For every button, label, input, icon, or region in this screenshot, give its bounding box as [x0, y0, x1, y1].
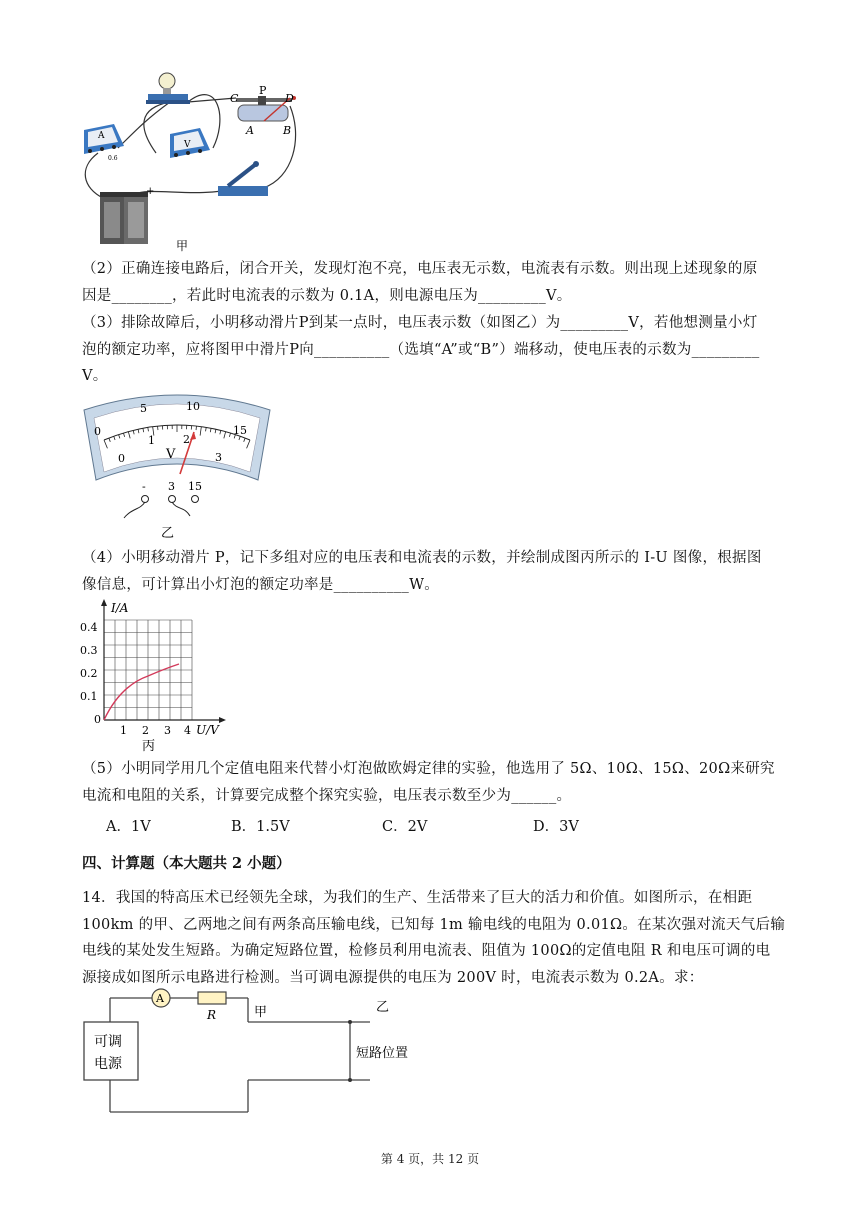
- dial-unit: V: [166, 447, 176, 462]
- option-d: D．3V: [533, 819, 579, 835]
- location-jia-label: 甲: [254, 1005, 268, 1020]
- battery-icon: [100, 192, 148, 244]
- bulb-icon: [146, 73, 190, 104]
- figure-bing-iu-graph: [76, 596, 236, 756]
- page-footer: 第 4 页，共 12 页: [380, 1152, 480, 1166]
- question-4-line-1: （4）小明移动滑片 P，记下多组对应的电压表和电流表的示数，并绘制成图丙所示的 I-U 图像，根据图: [82, 550, 762, 566]
- y-tick-0-4: 0.4: [80, 621, 98, 634]
- dial-top-10: 10: [186, 400, 200, 413]
- question-3-line-2: 泡的额定功率，应将图甲中滑片P向__________（选填“A”或“B”）端移动，使电压表的示数为_________: [82, 341, 760, 358]
- question-4-line-2: 像信息，可计算出小灯泡的额定功率是__________W。: [82, 576, 440, 593]
- dial-bottom-2: 2: [183, 433, 190, 446]
- ammeter-scale: 0.6: [108, 155, 118, 162]
- y-tick-0-2: 0.2: [80, 667, 98, 680]
- question-3-line-1: （3）排除故障后，小明移动滑片P到某一点时，电压表示数（如图乙）为_________V，若他想测量小灯: [82, 315, 758, 331]
- question-14-line-1: 14．我国的特高压术已经领先全球，为我们的生产、生活带来了巨大的活力和价值。如图所示，在相距: [82, 890, 753, 906]
- source-label-line-1: 可调: [94, 1034, 122, 1050]
- x-tick-4: 4: [184, 724, 191, 737]
- y-tick-0-1: 0.1: [80, 690, 98, 703]
- question-2-line-2: 因是________，若此时电流表的示数为 0.1A，则电源电压为_________V。: [82, 287, 572, 304]
- source-label-line-2: 电源: [94, 1056, 122, 1072]
- question-2-line-1: （2）正确连接电路后，闭合开关，发现灯泡不亮，电压表无示数，电流表有示数。则出现上述现象的原: [82, 261, 758, 277]
- ammeter-symbol-label: A: [156, 992, 164, 1005]
- y-tick-0: 0: [94, 713, 101, 726]
- terminal-15-label: 15: [188, 480, 202, 493]
- question-3: [82, 310, 772, 390]
- figure-q14-circuit: [80, 988, 440, 1118]
- question-14-line-4: 源接成如图所示电路进行检测。当可调电源提供的电压为 200V 时，电流表示数为 0.2A。求：: [82, 969, 704, 986]
- terminal-3: [169, 496, 176, 503]
- figure-jia-label: 甲: [176, 239, 189, 253]
- y-tick-0-3: 0.3: [80, 644, 98, 657]
- question-2: [82, 256, 772, 309]
- x-tick-3: 3: [164, 724, 171, 737]
- x-tick-2: 2: [142, 724, 149, 737]
- y-axis-label: I/A: [111, 601, 129, 615]
- location-yi-label: 乙: [376, 1000, 390, 1015]
- question-5: [82, 756, 775, 809]
- terminal-15: [192, 496, 199, 503]
- dial-top-5: 5: [140, 402, 147, 415]
- x-axis-label: U/V: [196, 723, 219, 737]
- option-c: C．2V: [382, 819, 428, 835]
- section-heading: 四、计算题（本大题共 2 小题）: [82, 855, 291, 872]
- dial-top-0: 0: [94, 425, 101, 438]
- option-a: A．1V: [106, 819, 151, 835]
- resistor-r-label: R: [207, 1008, 217, 1022]
- short-circuit-label: 短路位置: [356, 1046, 409, 1061]
- question-4: [82, 545, 772, 598]
- question-5-line-2: 电流和电阻的关系，计算要完成整个探究实验，电压表示数至少为______。: [82, 787, 572, 804]
- figure-yi-label: 乙: [161, 526, 175, 541]
- switch-icon: [218, 161, 268, 196]
- question-14: [82, 885, 786, 991]
- question-5-line-1: （5）小明同学用几个定值电阻来代替小灯泡做欧姆定律的实验，他选用了 5Ω、10Ω、15Ω、20Ω来研究: [82, 761, 775, 777]
- dial-bottom-1: 1: [148, 434, 155, 447]
- terminal-p-label: P: [259, 84, 267, 97]
- terminal-a-label: A: [246, 124, 254, 137]
- terminal-minus-label: -: [142, 480, 146, 493]
- dial-top-15: 15: [233, 424, 247, 437]
- figure-jia-apparatus: [78, 68, 318, 253]
- dial-bottom-3: 3: [215, 451, 222, 464]
- battery-plus-label: +: [146, 186, 155, 197]
- option-b: B．1.5V: [231, 819, 290, 835]
- dial-bottom-0: 0: [118, 452, 125, 465]
- question-14-line-2: 100km 的甲、乙两地之间有两条高压输电线，已知每 1m 输电线的电阻为 0.01Ω。在某次强对流天气后输: [82, 916, 786, 933]
- terminal-d-label: D: [285, 92, 294, 105]
- voltmeter-letter: V: [184, 140, 191, 150]
- x-tick-1: 1: [120, 724, 127, 737]
- terminal-c-label: C: [230, 92, 239, 105]
- resistor-r: [198, 992, 226, 1004]
- graph-grid: [104, 620, 192, 720]
- ammeter-letter: A: [98, 131, 105, 141]
- question-3-line-3: V。: [82, 368, 108, 384]
- terminal-3-label: 3: [168, 480, 175, 493]
- question-14-line-3: 电线的某处发生短路。为确定短路位置，检修员利用电流表、阻值为 100Ω的定值电阻 R 和电压可调的电: [82, 943, 771, 959]
- terminal-b-label: B: [283, 124, 292, 137]
- figure-yi-voltmeter-dial: [82, 388, 272, 543]
- figure-bing-label: 丙: [142, 739, 156, 754]
- terminal-minus: [142, 496, 149, 503]
